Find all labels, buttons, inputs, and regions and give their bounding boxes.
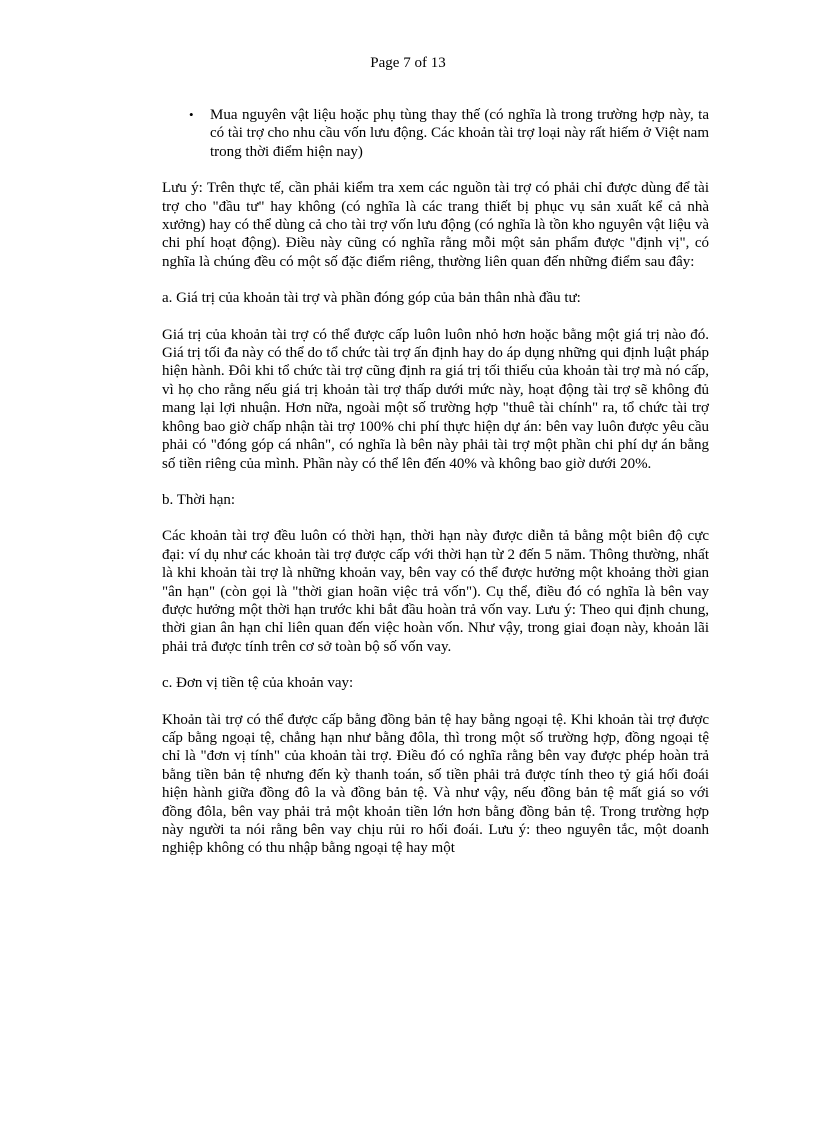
section-heading-c: c. Đơn vị tiền tệ của khoản vay: (162, 675, 354, 692)
page-number: Page 7 of 13 (370, 55, 446, 71)
section-body-a: Giá trị của khoản tài trợ có thể được cấp luôn luôn nhỏ hơn hoặc bằng một giá trị nào đó. Giá trị tối đa này có thể do tổ chức tài trợ ấn định hay do áp dụng những qui định luật pháp hiện hành. Đôi khi tổ chức tài trợ cũng định ra giá trị tối thiểu của khoản tài trợ mà nó cấp, vì họ cho rằng nếu giá trị khoản tài trợ thấp dưới mức này, hoạt động tài trợ sẽ không đủ mang lại lợi nhuận. Hơn nữa, ngoài một số trường hợp "thuê tài chính" ra, tổ chức tài trợ không bao giờ chấp nhận tài trợ 100% chi phí thực hiện dự án: bên vay luôn được yêu cầu phải có "đóng góp cá nhân", có nghĩa là bên này phải tài trợ một phần chi phí dự án bằng số tiền riêng của mình. Phần này có thể lên đến 40% và không bao giờ dưới 20%. (162, 326, 709, 472)
section-body-c: Khoản tài trợ có thể được cấp bằng đồng bản tệ hay bằng ngoại tệ. Khi khoản tài trợ được cấp bằng ngoại tệ, chẳng hạn như bằng đôla, thì trong một số trường hợp, đồng ngoại tệ chỉ là "đơn vị tính" của khoản tài trợ. Điều đó có nghĩa rằng bên vay được phép hoàn trả bằng tiền bản tệ nhưng đến kỳ thanh toán, số tiền phải trả được tính theo tỷ giá hối đoái hiện hành giữa đồng đô la và đồng bản tệ. Và như vậy, nếu đồng bản tệ mất giá so với đồng đôla, bên vay phải trả một khoản tiền lớn hơn bằng đồng bản tệ. Trong trường hợp này người ta nói rằng bên vay chịu rủi ro hối đoái. Lưu ý: theo nguyên tắc, một doanh nghiệp không có thu nhập bằng ngoại tệ hay một (162, 711, 709, 857)
section-heading-a: a. Giá trị của khoản tài trợ và phần đóng góp của bản thân nhà đầu tư: (162, 290, 581, 307)
bullet-text: Mua nguyên vật liệu hoặc phụ tùng thay thế (có nghĩa là trong trường hợp này, ta có tài trợ cho nhu cầu vốn lưu động. Các khoản tài trợ loại này rất hiếm ở Việt nam trong thời điểm hiện nay) (210, 107, 709, 160)
section-body-b: Các khoản tài trợ đều luôn có thời hạn, thời hạn này được diễn tả bằng một biên độ cực đại: ví dụ như các khoản tài trợ được cấp với thời hạn từ 2 đến 5 năm. Thông thường, nhất là khi khoản tài trợ là những khoản vay, bên vay có thể được hưởng một khoảng thời gian "ân hạn" (còn gọi là "thời gian hoãn việc trả vốn"). Cụ thể, điều đó có nghĩa là bên vay được hưởng một thời hạn trước khi bắt đầu hoàn trả vốn vay. Lưu ý: Theo qui định chung, thời gian ân hạn chỉ liên quan đến việc hoàn vốn. Như vậy, trong giai đoạn này, khoản lãi phải trả được tính trên cơ sở toàn bộ số vốn vay. (162, 528, 709, 655)
bullet-item (162, 106, 709, 161)
bullet-icon: • (189, 107, 194, 122)
note-paragraph: Lưu ý: Trên thực tế, cần phải kiểm tra xem các nguồn tài trợ có phải chỉ được dùng để tài trợ cho "đầu tư" hay không (có nghĩa là các trang thiết bị phục vụ sản xuất kể cả nhà xưởng) hay có thể dùng cả cho tài trợ vốn lưu động (có nghĩa là tồn kho nguyên vật liệu và chi phí hoạt động). Điều này cũng có nghĩa rằng mỗi một sản phẩm được "định vị", có nghĩa là chúng đều có một số đặc điểm riêng, thường liên quan đến những điểm sau đây: (162, 180, 709, 270)
section-heading-b: b. Thời hạn: (162, 491, 236, 508)
document-body (162, 106, 709, 858)
